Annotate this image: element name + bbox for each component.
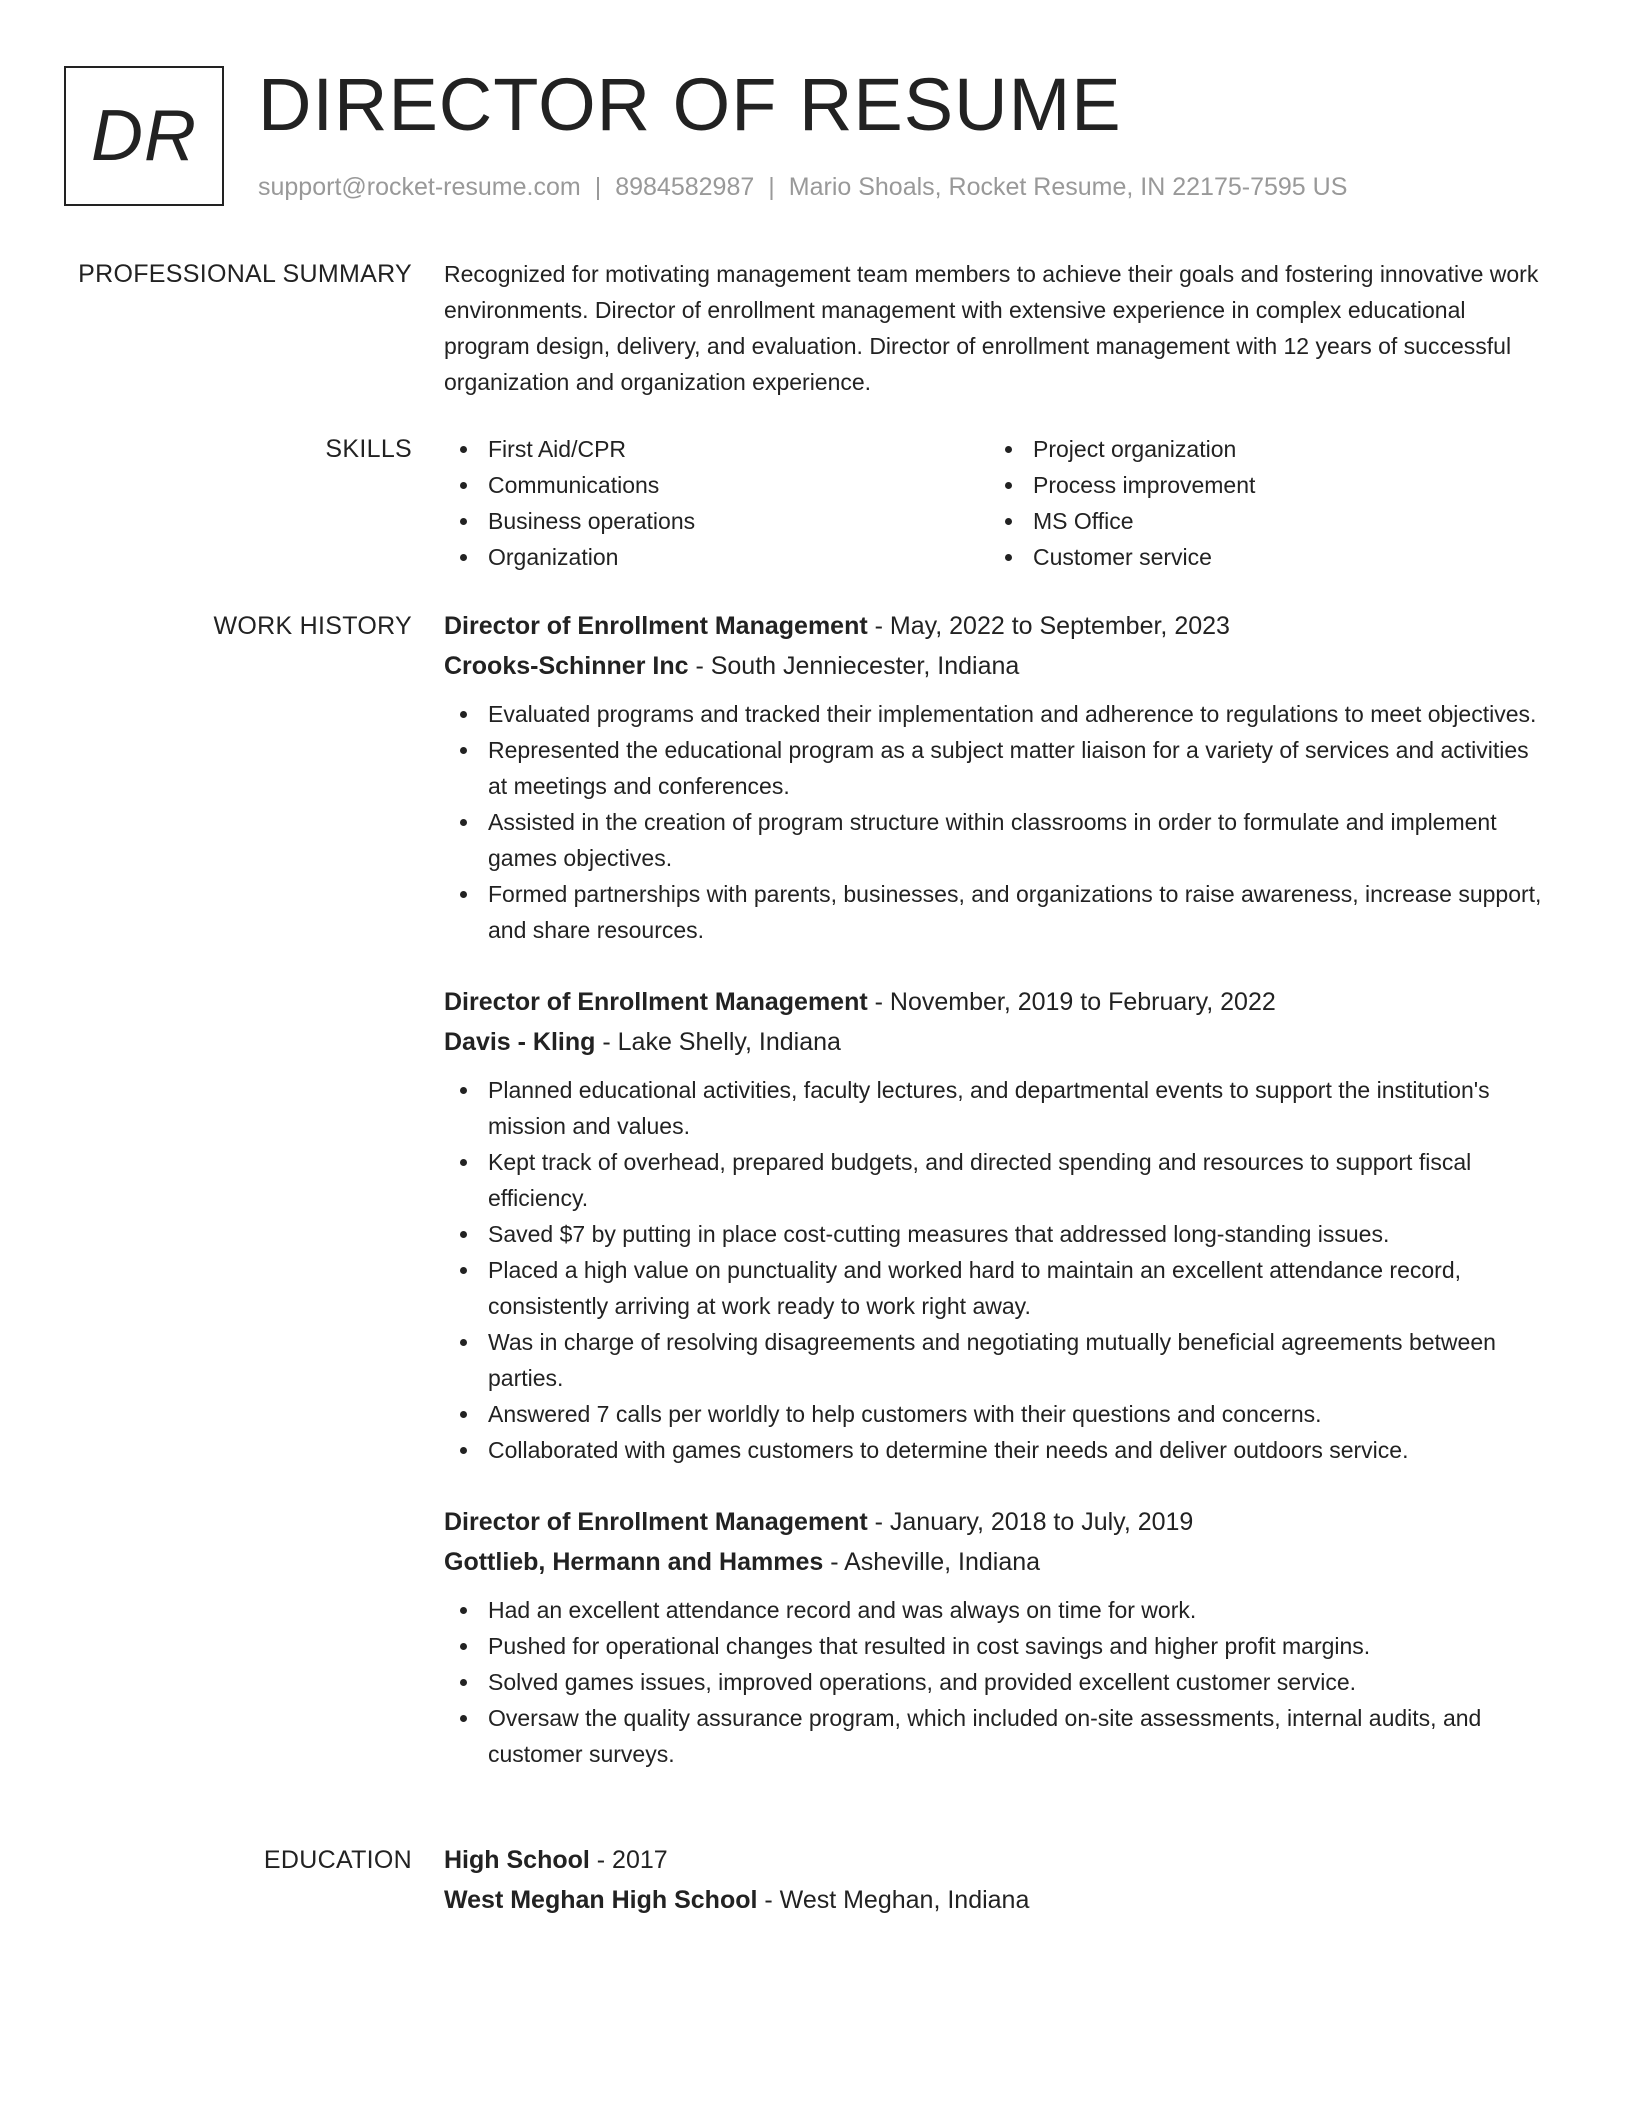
education-degree: High School [444,1846,590,1874]
job-company-line [444,1542,1554,1582]
job-bullet: Assisted in the creation of program structure within classrooms in order to formulate and implement games objectives. [488,804,1554,876]
job-title-line [444,982,1554,1022]
summary-body [444,256,1554,400]
work-history-body [444,606,1554,1806]
job-location: - Asheville, Indiana [823,1548,1041,1576]
job-title-line [444,606,1554,646]
job-company: Crooks-Schinner Inc [444,652,689,680]
resume-header [64,63,1568,208]
contact-address: Mario Shoals, Rocket Resume, IN 22175-7595 US [788,173,1348,201]
skill-item: Business operations [488,503,989,539]
skills-column-right [989,431,1534,575]
skills-body [444,431,1554,575]
skill-item: First Aid/CPR [488,431,989,467]
job-bullet: Represented the educational program as a subject matter liaison for a variety of services and activities at meetings and conferences. [488,732,1554,804]
job-role: Director of Enrollment Management [444,1508,868,1536]
job-bullets [444,1592,1554,1772]
job-bullets [444,1072,1554,1468]
job-dates: - January, 2018 to July, 2019 [867,1508,1194,1536]
job-bullet: Answered 7 calls per worldly to help customers with their questions and concerns. [488,1396,1554,1432]
job-bullet: Solved games issues, improved operations, and provided excellent customer service. [488,1664,1554,1700]
contact-separator: | [594,173,602,201]
education-location: - West Meghan, Indiana [757,1886,1030,1914]
section-title-skills: SKILLS [325,435,412,463]
contact-email[interactable]: support@rocket-resume.com [258,173,581,201]
contact-phone[interactable]: 8984582987 [615,173,755,201]
job-location: - South Jenniecester, Indiana [688,652,1020,680]
job-bullet: Placed a high value on punctuality and worked hard to maintain an excellent attendance record, consistently arriving at work ready to work right away. [488,1252,1554,1324]
contact-line [258,172,1347,202]
job-entry [444,982,1554,1468]
job-bullet: Kept track of overhead, prepared budgets, and directed spending and resources to support fiscal efficiency. [488,1144,1554,1216]
skill-item: Organization [488,539,989,575]
job-title-line [444,1502,1554,1542]
job-bullet: Oversaw the quality assurance program, which included on-site assessments, internal audits, and customer surveys. [488,1700,1554,1772]
job-bullet: Was in charge of resolving disagreements and negotiating mutually beneficial agreements between parties. [488,1324,1554,1396]
job-company: Gottlieb, Hermann and Hammes [444,1548,824,1576]
section-title-education: EDUCATION [263,1846,412,1874]
contact-separator: | [768,173,775,201]
education-school-line [444,1880,1554,1920]
summary-text: Recognized for motivating management team members to achieve their goals and fostering innovative work environments. Director of enrollment management with extensive experience in complex educational program design, delivery, and evaluation. Director of enrollment management with 12 years of successful organization and organization experience. [444,261,1539,395]
education-body [444,1840,1554,1930]
job-bullet: Formed partnerships with parents, businesses, and organizations to raise awareness, increase support, and share resources. [488,876,1554,948]
skill-item: Process improvement [1033,467,1534,503]
job-dates: - May, 2022 to September, 2023 [867,612,1230,640]
job-bullet: Pushed for operational changes that resulted in cost savings and higher profit margins. [488,1628,1554,1664]
job-bullet: Saved $7 by putting in place cost-cutting measures that addressed long-standing issues. [488,1216,1554,1252]
education-year: - 2017 [589,1846,668,1874]
job-bullets [444,696,1554,948]
job-company-line [444,1022,1554,1062]
monogram-badge: DR [64,66,224,206]
job-entry [444,1502,1554,1772]
job-bullet: Planned educational activities, faculty lectures, and departmental events to support the institution's mission and values. [488,1072,1554,1144]
education-school: West Meghan High School [444,1886,758,1914]
job-company: Davis - Kling [444,1028,596,1056]
job-dates: - November, 2019 to February, 2022 [867,988,1276,1016]
education-degree-line [444,1840,1554,1880]
job-bullet: Had an excellent attendance record and was always on time for work. [488,1592,1554,1628]
skill-item: Communications [488,467,989,503]
skill-item: MS Office [1033,503,1534,539]
candidate-name: DIRECTOR OF RESUME [258,63,1122,146]
skills-column-left [444,431,989,575]
job-location: - Lake Shelly, Indiana [595,1028,841,1056]
skill-item: Customer service [1033,539,1534,575]
job-role: Director of Enrollment Management [444,988,868,1016]
job-entry [444,606,1554,948]
job-role: Director of Enrollment Management [444,612,868,640]
section-title-work-history: WORK HISTORY [213,612,412,640]
job-company-line [444,646,1554,686]
job-bullet: Collaborated with games customers to determine their needs and deliver outdoors service. [488,1432,1554,1468]
section-title-summary: PROFESSIONAL SUMMARY [78,260,412,288]
skill-item: Project organization [1033,431,1534,467]
job-bullet: Evaluated programs and tracked their implementation and adherence to regulations to meet objectives. [488,696,1554,732]
